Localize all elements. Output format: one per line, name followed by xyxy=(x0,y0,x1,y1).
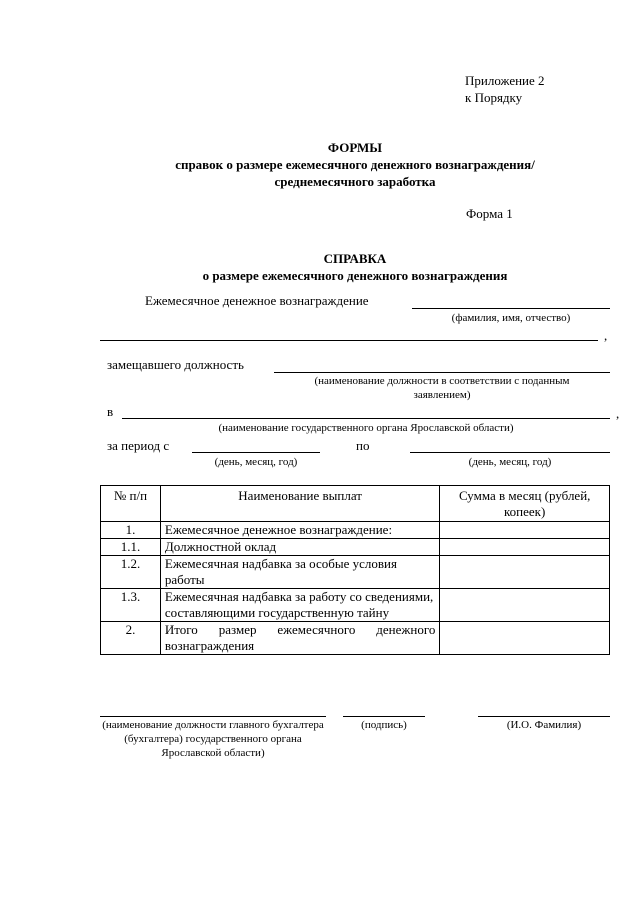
row-number: 1.3. xyxy=(101,589,161,622)
row-payment-name: Ежемесячная надбавка за работу со сведениями, составляющими государственную тайну xyxy=(160,589,439,622)
form-label: Форма 1 xyxy=(466,206,513,221)
name-hint: (И.О. Фамилия) xyxy=(506,719,582,731)
certificate-title: СПРАВКА xyxy=(323,251,387,266)
header-monthly-sum: Сумма в месяц (рублей, копеек) xyxy=(440,486,610,522)
position-label: замещавшего должность xyxy=(107,357,244,372)
signature-line[interactable] xyxy=(343,716,425,717)
table-row xyxy=(101,539,610,556)
row-sum[interactable] xyxy=(440,622,610,655)
reward-label: Ежемесячное денежное вознаграждение xyxy=(145,293,369,308)
accountant-position-line[interactable] xyxy=(100,716,326,717)
table-row xyxy=(101,522,610,539)
appendix-line-2: к Порядку xyxy=(465,90,523,105)
certificate-subtitle: о размере ежемесячного денежного вознаграждения xyxy=(202,268,508,283)
appendix-line-1: Приложение 2 xyxy=(465,73,545,88)
appendix-reference xyxy=(465,72,545,106)
row-number: 2. xyxy=(101,622,161,655)
table-row xyxy=(101,556,610,589)
header-payment-name: Наименование выплат xyxy=(160,486,439,522)
date-from-hint: (день, месяц, год) xyxy=(214,456,298,468)
fio-hint: (фамилия, имя, отчество) xyxy=(451,312,571,324)
position-hint-2: заявлением) xyxy=(413,389,471,401)
accountant-position-hint: (наименование должности главного бухгалтера (бухгалтера) государственного органа Ярославской области) xyxy=(102,719,324,759)
forms-heading xyxy=(100,139,610,190)
row-number: 1. xyxy=(101,522,161,539)
org-hint: (наименование государственного органа Ярославской области) xyxy=(218,422,514,434)
period-to-line[interactable] xyxy=(410,452,610,453)
row-payment-name: Должностной оклад xyxy=(160,539,439,556)
row-sum[interactable] xyxy=(440,539,610,556)
row-payment-name: Ежемесячная надбавка за особые условия работы xyxy=(160,556,439,589)
row-sum[interactable] xyxy=(440,556,610,589)
row-sum[interactable] xyxy=(440,589,610,622)
position-hint xyxy=(274,374,610,402)
signature-hint: (подпись) xyxy=(361,719,407,731)
row-payment-name: Итого размер ежемесячного денежного вознаграждения xyxy=(160,622,439,655)
payments-table xyxy=(100,485,610,655)
fio-continuation-line[interactable] xyxy=(100,340,598,341)
forms-subtitle-2: среднемесячного заработка xyxy=(274,174,436,189)
table-row xyxy=(101,622,610,655)
forms-title: ФОРМЫ xyxy=(327,140,383,155)
position-hint-1: (наименование должности в соответствии с поданным xyxy=(314,375,570,387)
comma-2: , xyxy=(616,406,620,421)
comma-1: , xyxy=(604,328,608,343)
date-to-hint: (день, месяц, год) xyxy=(468,456,552,468)
position-field-line[interactable] xyxy=(274,372,610,373)
period-to-label: по xyxy=(356,438,370,453)
fio-field-line[interactable] xyxy=(412,308,610,309)
row-number: 1.1. xyxy=(101,539,161,556)
forms-subtitle-1: справок о размере ежемесячного денежного вознаграждения/ xyxy=(175,157,535,172)
period-from-label: за период с xyxy=(107,438,170,453)
table-header-row xyxy=(101,486,610,522)
row-sum[interactable] xyxy=(440,522,610,539)
name-line[interactable] xyxy=(478,716,610,717)
certificate-heading xyxy=(100,250,610,284)
row-payment-name: Ежемесячное денежное вознаграждение: xyxy=(160,522,439,539)
row-number: 1.2. xyxy=(101,556,161,589)
header-number: № п/п xyxy=(101,486,161,522)
org-field-line[interactable] xyxy=(122,418,610,419)
table-row xyxy=(101,589,610,622)
in-label: в xyxy=(107,404,114,419)
period-from-line[interactable] xyxy=(192,452,320,453)
